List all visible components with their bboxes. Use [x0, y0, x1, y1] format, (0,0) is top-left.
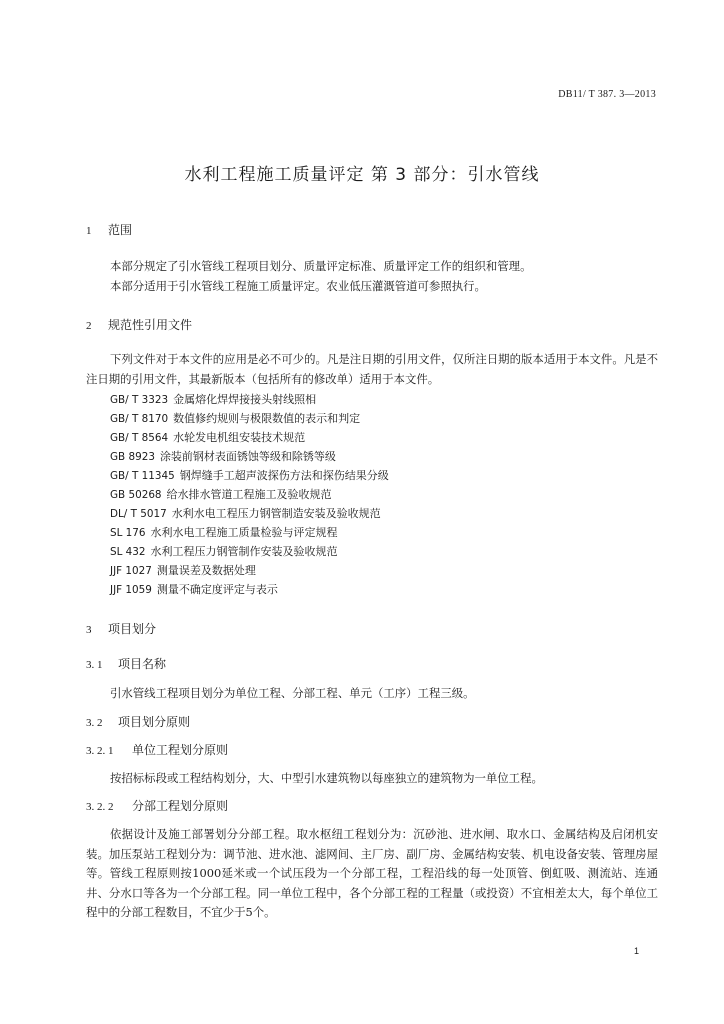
reference-item	[110, 543, 338, 559]
section-3-heading	[86, 620, 156, 637]
standard-code: DB11/ T 387. 3—2013	[558, 89, 656, 100]
reference-code: GB 50268	[110, 489, 162, 501]
reference-name: 涂装前钢材表面锈蚀等级和除锈等级	[159, 450, 336, 463]
section-title: 范围	[108, 223, 133, 237]
reference-code: JJF 1027	[110, 565, 152, 577]
section-2-heading	[86, 316, 192, 333]
section-3-1-heading	[86, 655, 166, 672]
reference-code: SL 176	[110, 527, 146, 539]
reference-code: GB/ T 8564	[110, 432, 169, 444]
reference-item	[110, 524, 338, 540]
reference-item	[110, 581, 278, 597]
section-title: 单位工程划分原则	[132, 743, 229, 757]
sub-division-text: 依据设计及施工部署划分分部工程。取水枢纽工程划分为：沉砂池、进水闸、取水口、金属结构及启闭机安装。加压泵站工程划分为：调节池、进水池、滤网间、主厂房、副厂房、金属结构安装、机电设备安装、管理房屋等。管线工程原则按1000延米或一个试压段为一个分部工程，工程沿线的每一处顶管、倒虹吸、测流站、连通井、分水口等各为一个分部工程。同一单位工程中，各个分部工程的工程量（或投资）不宜相差太大，每个单位工程中的分部工程数目，不宜少于5个。	[86, 827, 658, 919]
reference-item	[110, 429, 305, 445]
document-title: 水利工程施工质量评定 第 3 部分：引水管线	[184, 165, 540, 185]
reference-item	[110, 486, 332, 502]
section-3-2-heading	[86, 713, 190, 730]
reference-name: 水利水电工程压力钢管制造安装及验收规范	[171, 507, 381, 520]
section-title: 规范性引用文件	[108, 318, 193, 332]
section-number: 3. 2	[86, 717, 103, 729]
reference-item	[110, 410, 360, 426]
section-number: 3. 2. 1	[86, 745, 114, 757]
reference-item	[110, 448, 336, 464]
reference-code: SL 432	[110, 546, 146, 558]
section-number: 3. 2. 2	[86, 801, 114, 813]
reference-name: 钢焊缝手工超声波探伤方法和探伤结果分级	[179, 469, 389, 482]
reference-code: DL/ T 5017	[110, 508, 167, 520]
section-1-heading	[86, 221, 132, 238]
reference-name: 给水排水管道工程施工及验收规范	[166, 488, 332, 501]
reference-code: JJF 1059	[110, 584, 152, 596]
section-number: 3	[86, 624, 92, 636]
section-number: 3. 1	[86, 659, 103, 671]
reference-item	[110, 391, 316, 407]
section-title: 项目划分	[108, 622, 157, 636]
section-number: 1	[86, 225, 92, 237]
reference-code: GB/ T 11345	[110, 470, 175, 482]
reference-name: 测量误差及数据处理	[156, 564, 256, 577]
scope-line-2: 本部分适用于引水管线工程施工质量评定。农业低压灌溉管道可参照执行。	[110, 279, 486, 293]
unit-division-text: 按招标标段或工程结构划分，大、中型引水建筑物以每座独立的建筑物为一单位工程。	[110, 771, 543, 785]
reference-name: 水利工程压力钢管制作安装及验收规范	[150, 545, 338, 558]
page-number: 1	[633, 946, 639, 956]
reference-code: GB/ T 3323	[110, 394, 169, 406]
reference-name: 水利水电工程施工质量检验与评定规程	[150, 526, 338, 539]
reference-item	[110, 505, 381, 521]
section-title: 项目划分原则	[118, 715, 191, 729]
reference-name: 金属熔化焊焊接接头射线照相	[173, 393, 317, 406]
section-3-2-1-heading	[86, 741, 228, 758]
section-title: 项目名称	[118, 657, 167, 671]
reference-code: GB/ T 8170	[110, 413, 169, 425]
reference-item	[110, 562, 256, 578]
section-3-2-2-heading	[86, 797, 228, 814]
reference-code: GB 8923	[110, 451, 155, 463]
section-title: 分部工程划分原则	[132, 799, 229, 813]
reference-item	[110, 467, 389, 483]
project-name-text: 引水管线工程项目划分为单位工程、分部工程、单元（工序）工程三级。	[110, 686, 475, 700]
section-number: 2	[86, 320, 92, 332]
reference-name: 水轮发电机组安装技术规范	[173, 431, 306, 444]
reference-name: 数值修约规则与极限数值的表示和判定	[173, 412, 361, 425]
references-intro: 下列文件对于本文件的应用是必不可少的。凡是注日期的引用文件，仅所注日期的版本适用于本文件。凡是不注日期的引用文件，其最新版本（包括所有的修改单）适用于本文件。	[86, 352, 658, 386]
scope-line-1: 本部分规定了引水管线工程项目划分、质量评定标准、质量评定工作的组织和管理。	[110, 259, 532, 273]
reference-name: 测量不确定度评定与表示	[156, 583, 278, 596]
